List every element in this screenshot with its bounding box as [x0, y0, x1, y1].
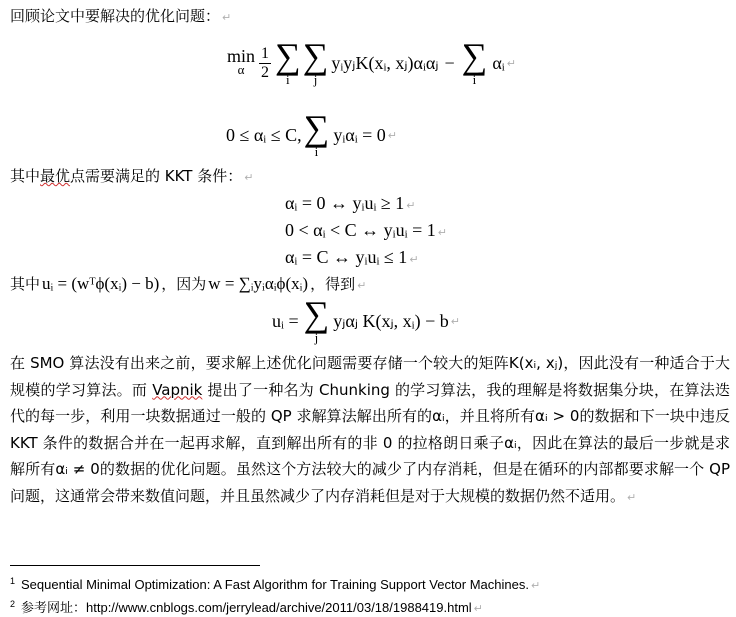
constraint-left: 0 ≤ αᵢ ≤ C, — [226, 124, 302, 145]
objective-tail: αᵢ — [492, 52, 505, 73]
footnote-2: $^2$ 参考网址：http://www.cnblogs.com/jerrylead/archive/2011/03/18/1988419.html ↵ — [10, 599, 483, 615]
sum-j: ∑ j — [302, 36, 329, 87]
intro-text: 回顾论文中要解决的优化问题： — [10, 7, 221, 25]
footnote-1: $^1$ Sequential Minimal Optimization: A Fast Algorithm for Training Support Vector Machines. ↵ — [10, 576, 541, 592]
paragraph-mark: ↵ — [222, 11, 232, 24]
constraint-sum: ∑ i — [303, 108, 330, 159]
ui-definition-line: 其中 uᵢ = (wᵀϕ(xᵢ) − b) ，因为 w = ∑ᵢyᵢαᵢϕ(xᵢ) ，得到 ↵ — [10, 274, 367, 293]
ui-def: uᵢ = (wᵀϕ(xᵢ) − b) — [42, 274, 160, 293]
kkt-condition-2: 0 < αᵢ < C ↔ yᵢuᵢ = 1 ↵ — [285, 220, 447, 240]
objective-formula: min α $\frac{1}{2}$ ∑ i ∑ j yᵢyⱼK(xᵢ, xⱼ)αᵢαⱼ − ∑ i αᵢ ↵ — [227, 36, 516, 87]
kkt-intro-wavy: 最优 — [40, 167, 71, 185]
kkt-intro-line: 其中最优点需要满足的 KKT 条件： ↵ — [10, 167, 254, 185]
objective-term: yᵢyⱼK(xᵢ, xⱼ)αᵢαⱼ — [331, 52, 439, 73]
footnote-separator — [10, 565, 260, 566]
w-def: w = ∑ᵢyᵢαᵢϕ(xᵢ) — [208, 274, 309, 293]
constraint-right: yᵢαᵢ = 0 — [333, 124, 386, 145]
sum-i-2: ∑ i — [461, 36, 488, 87]
minus-sign: − — [444, 52, 455, 73]
kkt-condition-3: αᵢ = C ↔ yᵢuᵢ ≤ 1 ↵ — [285, 247, 419, 267]
ui-formula: uᵢ = ∑ j yⱼαⱼ K(xⱼ, xᵢ) − b ↵ — [272, 294, 460, 345]
kkt-intro-prefix: 其中 — [10, 167, 41, 185]
kkt-intro-suffix: 点需要满足的 KKT 条件： — [70, 167, 243, 185]
sum-i: ∑ i — [275, 36, 301, 87]
ui-sum: ∑ j — [303, 294, 330, 345]
half-fraction: $\frac{1}{2}$ — [261, 44, 270, 81]
intro-line — [10, 6, 231, 28]
body-paragraph: 在 SMO 算法没有出来之前，要求解上述优化问题需要存储一个较大的矩阵K(xᵢ, xⱼ)，因此没有一种适合于大规模的学习算法。而 Vapnik 提出了一种名为 Chunking 的学习算法，我的理解是将数据集分块，在算法迭代的每一步，利用一块数据通过一般的 QP 求解算法解出所有的αᵢ，并且将所有αᵢ > 0的数据和下一块中违反 KKT 条件的数据合并在一起再求解，直到解出所有的非 0 的拉格朗日乘子αᵢ，因此在算法的最后一步就是求解所有αᵢ ≠ 0的数据的优化问题。虽然这个方法较大的减少了内存消耗，但是在循环的内部都要求解一个 QP 问题，这通常会带来数值问题，并且虽然减少了内存消耗但是对于大规模的数据仍然不适用。 ↵ — [10, 354, 730, 505]
constraint-formula: 0 ≤ αᵢ ≤ C, ∑ i yᵢαᵢ = 0 ↵ — [226, 108, 398, 159]
kkt-condition-1: αᵢ = 0 ↔ yᵢuᵢ ≥ 1 ↵ — [285, 193, 416, 213]
vapnik-word: Vapnik — [152, 380, 203, 399]
min-operator: min α — [227, 46, 256, 77]
